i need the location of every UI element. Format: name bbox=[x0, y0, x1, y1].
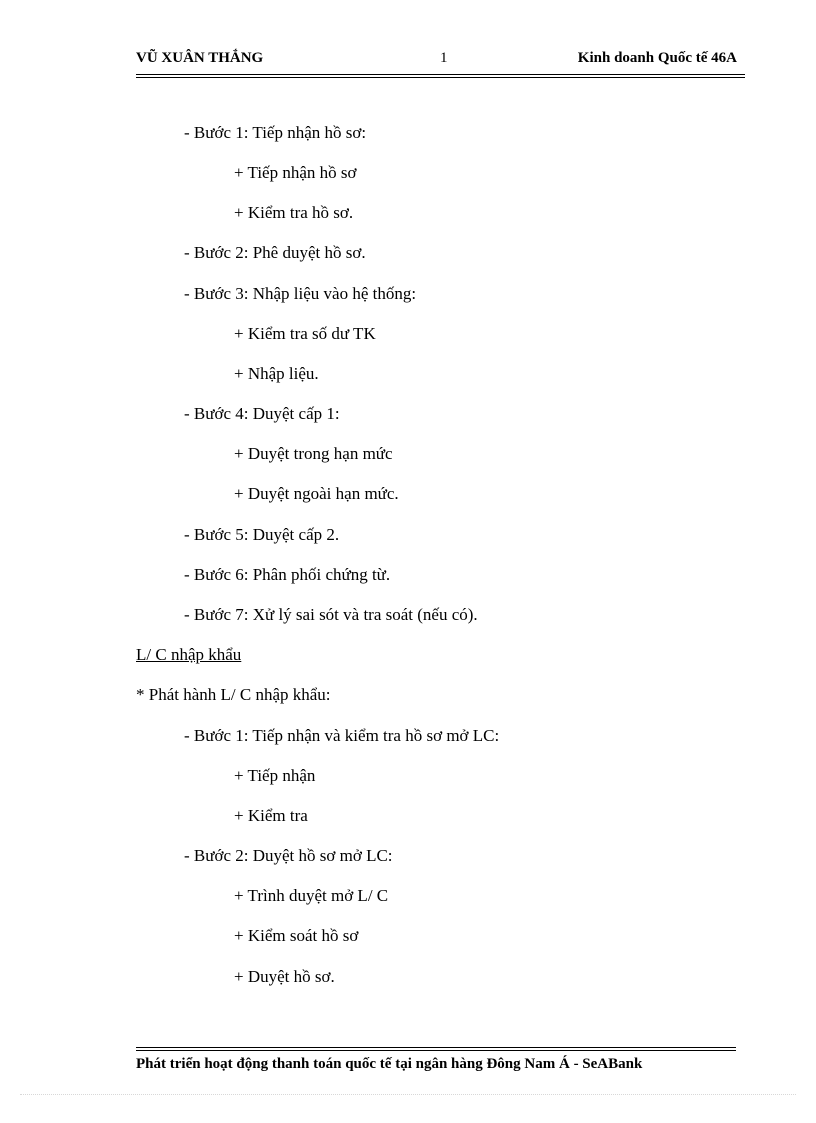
list-item: + Duyệt ngoài hạn mức. bbox=[234, 484, 399, 503]
page-footer: Phát triển hoạt động thanh toán quốc tế tại ngân hàng Đông Nam Á - SeABank bbox=[136, 1056, 643, 1072]
list-item: + Kiểm tra số dư TK bbox=[234, 324, 376, 343]
list-item: + Tiếp nhận bbox=[234, 766, 316, 785]
page-bottom-divider bbox=[20, 1094, 796, 1095]
lc-step-2-heading: - Bước 2: Duyệt hồ sơ mở LC: bbox=[184, 846, 393, 865]
list-item: + Duyệt hồ sơ. bbox=[234, 967, 335, 986]
page-header bbox=[136, 50, 745, 70]
step-4-heading: - Bước 4: Duyệt cấp 1: bbox=[184, 404, 340, 423]
list-item: + Kiểm soát hồ sơ bbox=[234, 926, 359, 945]
list-item: + Trình duyệt mở L/ C bbox=[234, 886, 389, 905]
subsection-heading-issue-lc: * Phát hành L/ C nhập khẩu: bbox=[136, 685, 331, 704]
step-1-heading: - Bước 1: Tiếp nhận hồ sơ: bbox=[184, 123, 367, 142]
list-item: + Nhập liệu. bbox=[234, 364, 319, 383]
list-item: + Kiểm tra hồ sơ. bbox=[234, 203, 354, 222]
list-item: + Kiểm tra bbox=[234, 806, 308, 825]
step-5-heading: - Bước 5: Duyệt cấp 2. bbox=[184, 525, 340, 544]
list-item: + Tiếp nhận hồ sơ bbox=[234, 163, 357, 182]
header-double-rule bbox=[136, 74, 745, 78]
lc-step-1-heading: - Bước 1: Tiếp nhận và kiểm tra hồ sơ mở LC: bbox=[184, 726, 500, 745]
header-class-name: Kinh doanh Quốc tế 46A bbox=[577, 50, 737, 66]
footer-double-rule bbox=[136, 1047, 736, 1051]
step-2-heading: - Bước 2: Phê duyệt hồ sơ. bbox=[184, 243, 366, 262]
step-3-heading: - Bước 3: Nhập liệu vào hệ thống: bbox=[184, 284, 417, 303]
section-heading-import-lc: L/ C nhập khẩu bbox=[136, 645, 242, 664]
step-6-heading: - Bước 6: Phân phối chứng từ. bbox=[184, 565, 391, 584]
step-7-heading: - Bước 7: Xử lý sai sót và tra soát (nếu có). bbox=[184, 605, 478, 624]
list-item: + Duyệt trong hạn mức bbox=[234, 444, 393, 463]
header-author: VŨ XUÂN THẮNG bbox=[136, 50, 264, 66]
header-page-number: 1 bbox=[440, 50, 448, 66]
